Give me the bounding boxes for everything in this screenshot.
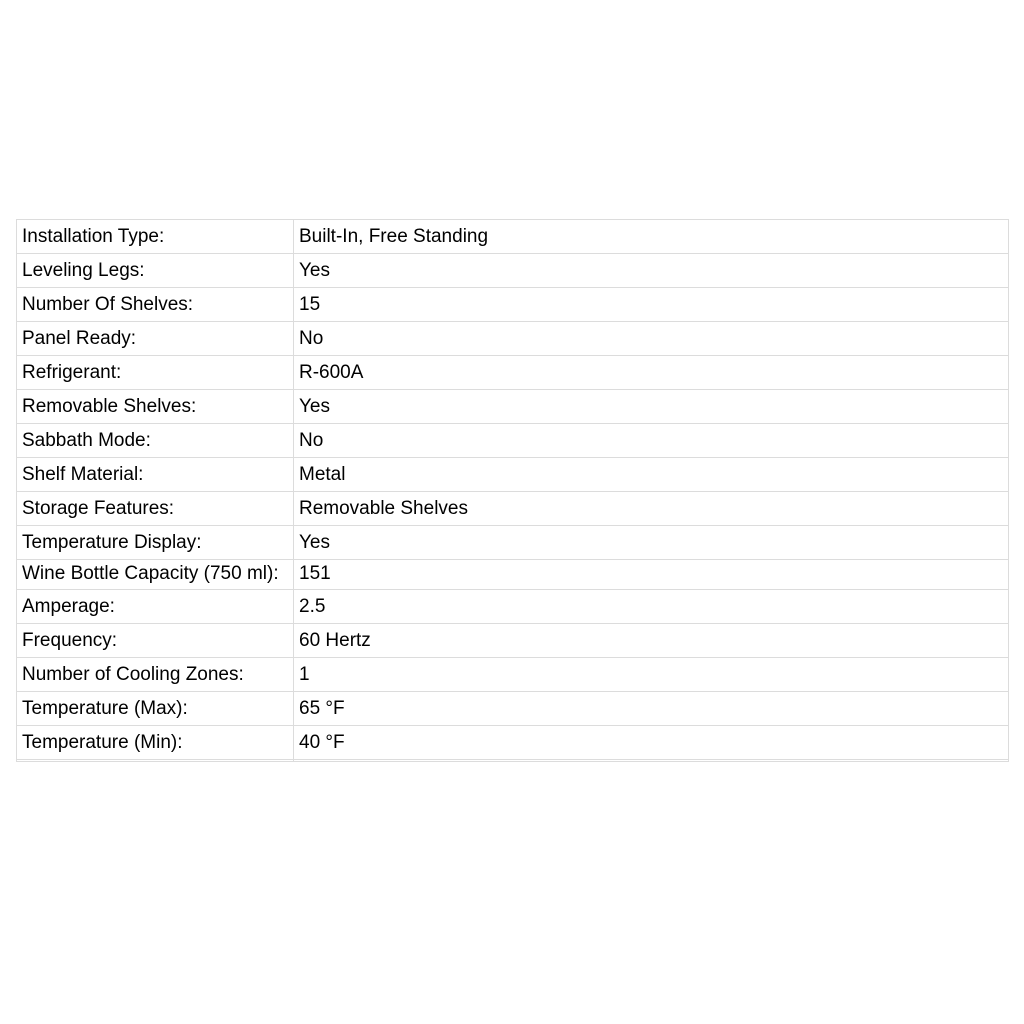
spec-value: 2.5 <box>294 590 1009 624</box>
spec-value: Metal <box>294 458 1009 492</box>
table-row <box>17 390 1009 424</box>
spec-value: 15 <box>294 288 1009 322</box>
spec-value: 65 °F <box>294 692 1009 726</box>
spec-value: 40 °F <box>294 726 1009 760</box>
table-row <box>17 220 1009 254</box>
table-row <box>17 322 1009 356</box>
table-row <box>17 288 1009 322</box>
table-row <box>17 254 1009 288</box>
table-bottom-spacer <box>17 760 1009 762</box>
spec-value: Built-In, Free Standing <box>294 220 1009 254</box>
spec-label: Temperature (Min): <box>17 726 294 760</box>
table-row <box>17 726 1009 760</box>
spec-label: Number of Cooling Zones: <box>17 658 294 692</box>
spec-value: Yes <box>294 254 1009 288</box>
table-row <box>17 560 1009 590</box>
spec-value: Yes <box>294 526 1009 560</box>
spec-label: Storage Features: <box>17 492 294 526</box>
table-row <box>17 356 1009 390</box>
table-row <box>17 492 1009 526</box>
spec-label: Installation Type: <box>17 220 294 254</box>
spec-value: 151 <box>294 560 1009 590</box>
spec-value: Removable Shelves <box>294 492 1009 526</box>
spec-value: No <box>294 322 1009 356</box>
table-row <box>17 624 1009 658</box>
spec-label: Shelf Material: <box>17 458 294 492</box>
table-row <box>17 526 1009 560</box>
spacer-cell <box>294 760 1009 762</box>
table-row <box>17 458 1009 492</box>
spec-label: Wine Bottle Capacity (750 ml): <box>17 560 294 590</box>
spacer-cell <box>17 760 294 762</box>
spec-label: Leveling Legs: <box>17 254 294 288</box>
table-row <box>17 590 1009 624</box>
spec-label: Frequency: <box>17 624 294 658</box>
spec-label: Temperature (Max): <box>17 692 294 726</box>
spec-label: Removable Shelves: <box>17 390 294 424</box>
specifications-table <box>16 219 1009 762</box>
spec-value: Yes <box>294 390 1009 424</box>
spec-label: Refrigerant: <box>17 356 294 390</box>
spec-value: R-600A <box>294 356 1009 390</box>
spec-value: No <box>294 424 1009 458</box>
spec-value: 1 <box>294 658 1009 692</box>
spec-label: Amperage: <box>17 590 294 624</box>
spec-label: Number Of Shelves: <box>17 288 294 322</box>
table-row <box>17 692 1009 726</box>
spec-label: Panel Ready: <box>17 322 294 356</box>
spec-label: Sabbath Mode: <box>17 424 294 458</box>
spec-value: 60 Hertz <box>294 624 1009 658</box>
table-row <box>17 658 1009 692</box>
spec-label: Temperature Display: <box>17 526 294 560</box>
table-row <box>17 424 1009 458</box>
